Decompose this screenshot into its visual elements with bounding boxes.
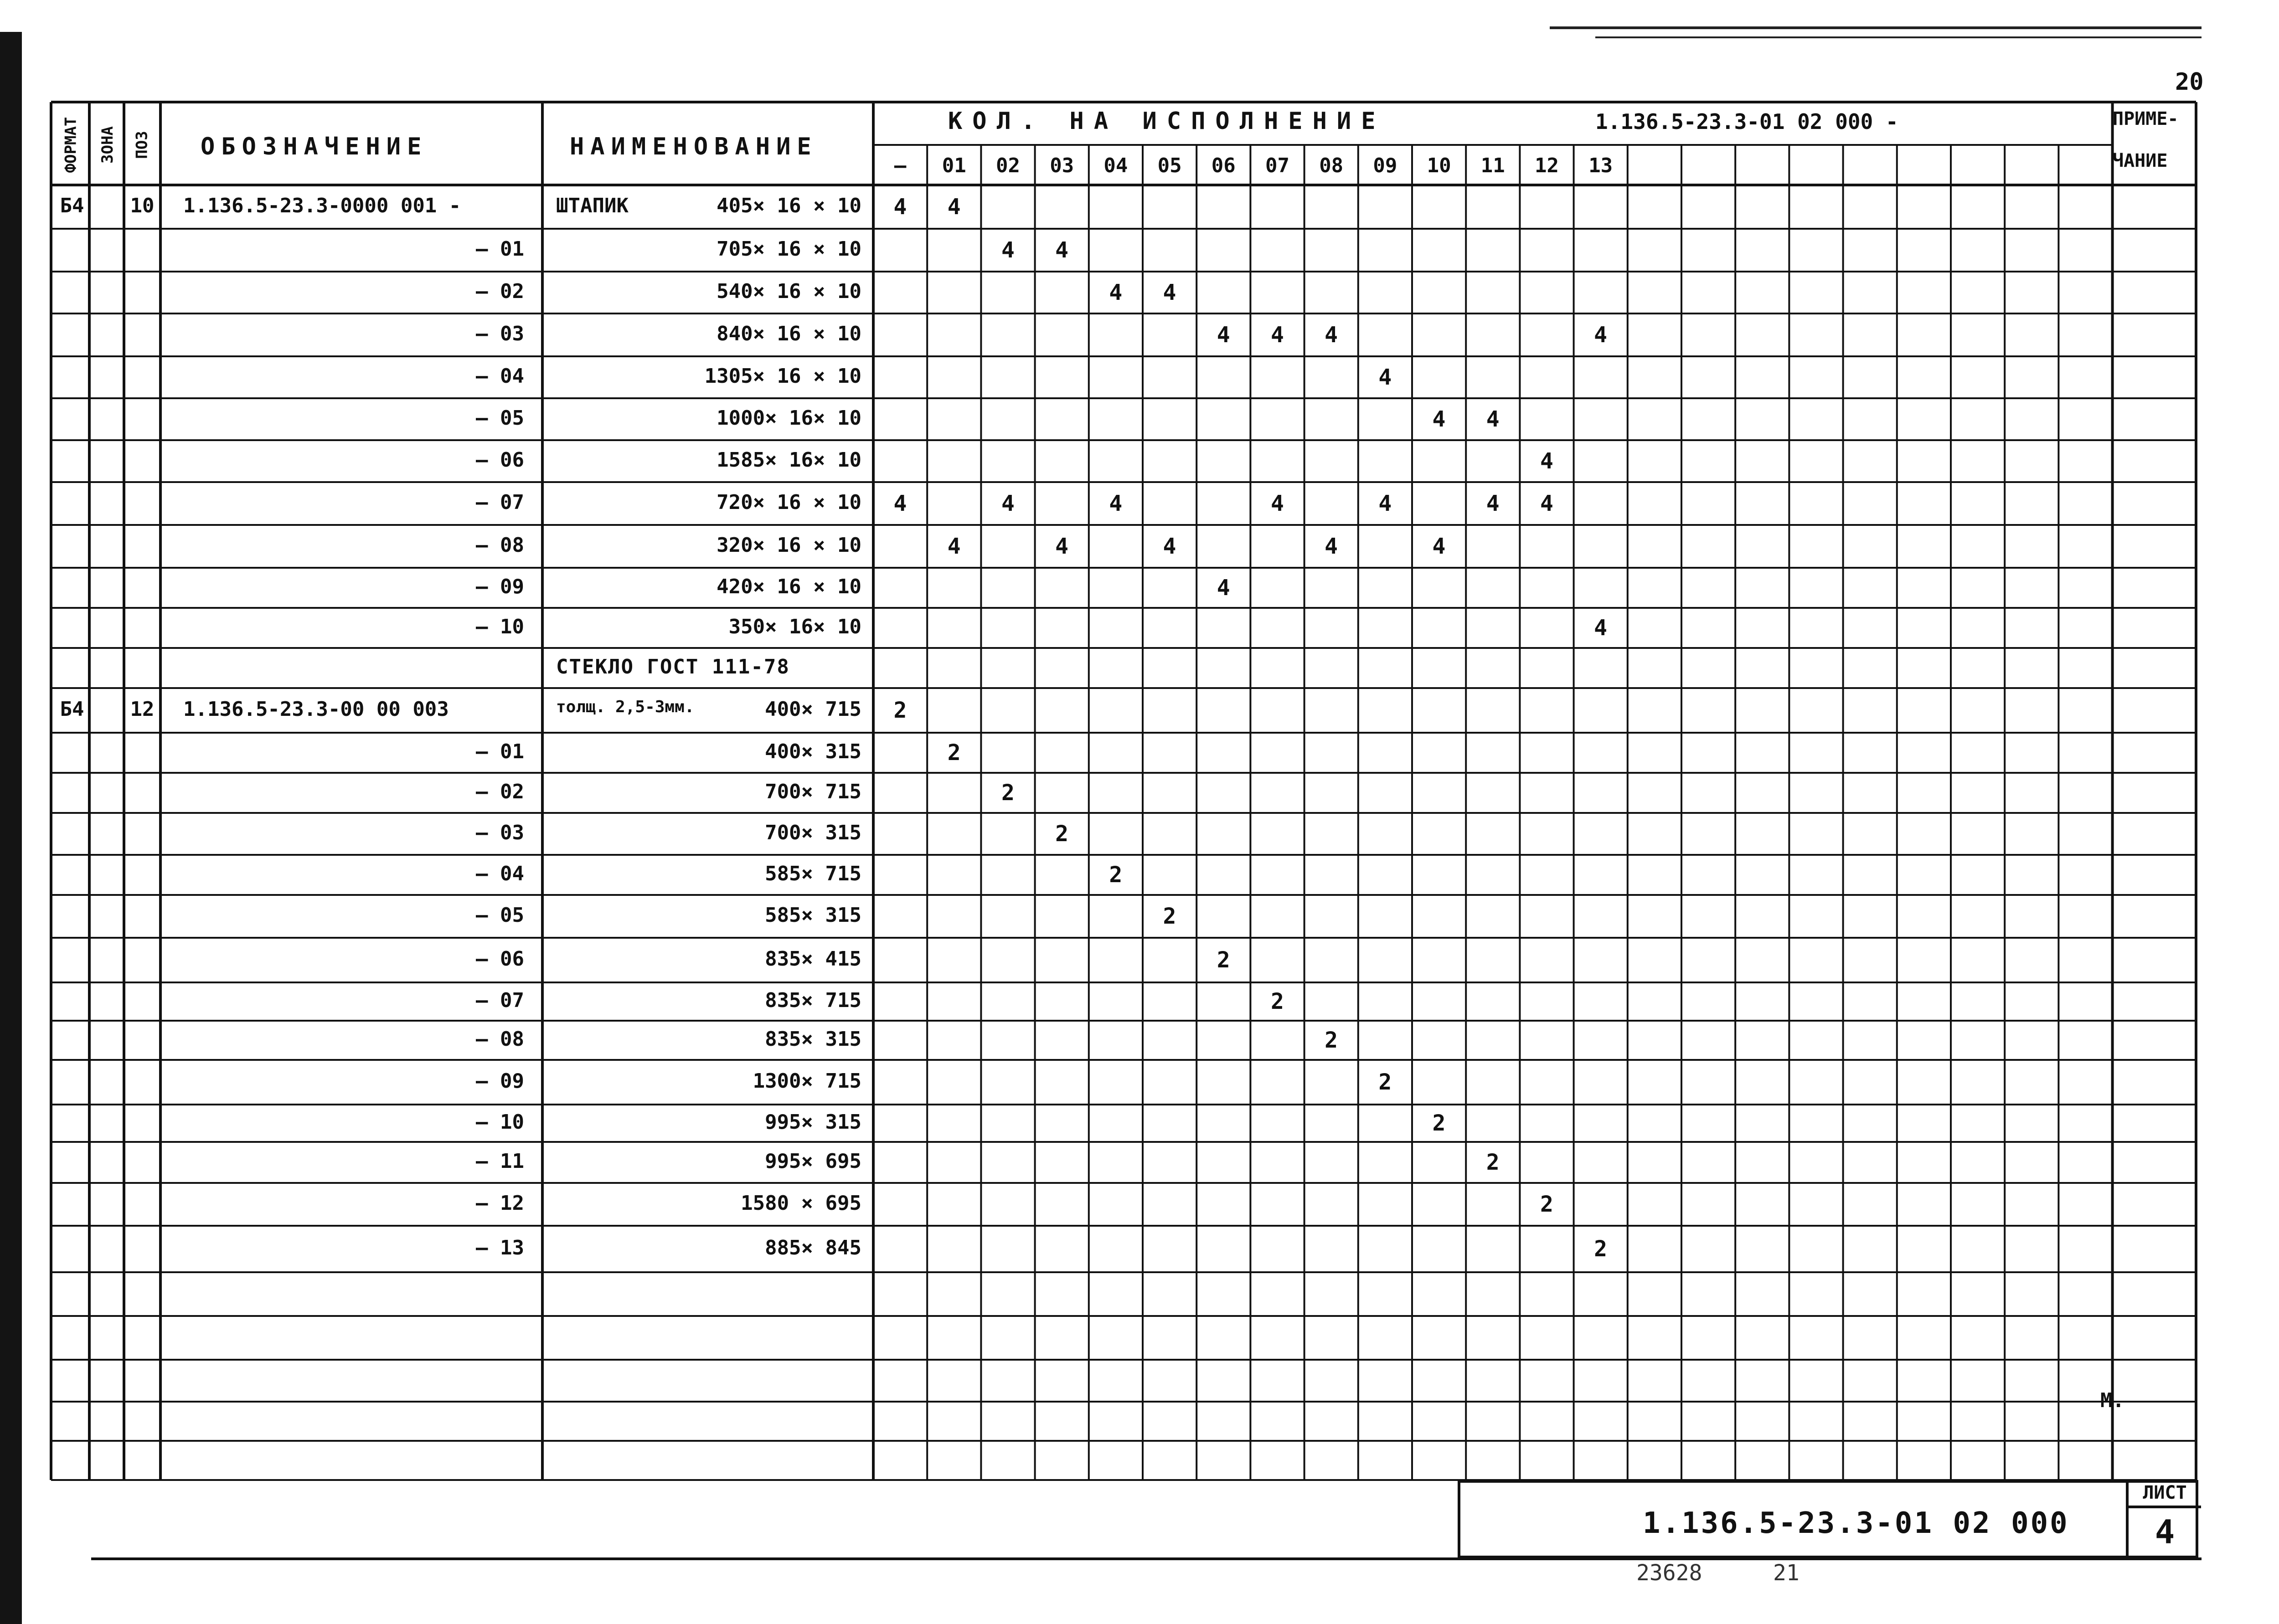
- sheet-number: 4: [2155, 1513, 2175, 1551]
- variant-column-header: 10: [1427, 154, 1451, 177]
- header-note-top: ПРИМЕ-: [2113, 108, 2179, 129]
- row-designation: — 03: [476, 821, 524, 844]
- row-designation: — 12: [476, 1192, 524, 1215]
- row-size: 835× 715: [765, 989, 861, 1012]
- header-zone: ЗОНА: [98, 126, 117, 164]
- qty-cell: 4: [1594, 322, 1608, 348]
- row-format: Б4: [60, 698, 84, 721]
- qty-cell: 4: [1486, 491, 1500, 516]
- variant-column-header: 09: [1373, 154, 1397, 177]
- qty-cell: 4: [893, 491, 907, 516]
- row-size: 400× 715: [765, 698, 861, 721]
- qty-cell: 4: [1270, 491, 1284, 516]
- row-format: Б4: [60, 194, 84, 217]
- variant-column-header: 06: [1211, 154, 1236, 177]
- row-size: 540× 16 × 10: [717, 280, 861, 303]
- qty-cell: 2: [1486, 1150, 1500, 1175]
- bottom-rule: [91, 1557, 2202, 1560]
- qty-cell: 2: [1540, 1192, 1553, 1217]
- qty-cell: 2: [893, 698, 907, 723]
- qty-cell: 2: [1378, 1069, 1392, 1095]
- row-pos: 12: [130, 698, 155, 721]
- footer-page: 21: [1773, 1560, 1799, 1586]
- qty-cell: 4: [1486, 406, 1500, 432]
- row-size: 840× 16 × 10: [717, 322, 861, 345]
- qty-cell: 2: [1217, 947, 1230, 973]
- qty-cell: 4: [1001, 491, 1015, 516]
- row-designation: — 07: [476, 491, 524, 514]
- row-designation: — 02: [476, 780, 524, 803]
- archive-number: 23628: [1636, 1560, 1702, 1586]
- qty-cell: 4: [1540, 491, 1553, 516]
- header-note-bottom: ЧАНИЕ: [2113, 150, 2168, 171]
- row-designation: — 06: [476, 448, 524, 472]
- sheet-label: ЛИСТ: [2129, 1480, 2201, 1508]
- qty-cell: 4: [1163, 280, 1176, 305]
- row-designation: — 01: [476, 740, 524, 763]
- qty-cell: 4: [947, 194, 961, 220]
- qty-cell: 4: [893, 194, 907, 220]
- qty-cell: 2: [1325, 1028, 1338, 1053]
- row-pos: 10: [130, 194, 155, 217]
- row-size: 585× 715: [765, 862, 861, 885]
- qty-cell: 4: [1217, 322, 1230, 348]
- row-designation: 1.136.5-23.3-00 00 003: [183, 698, 449, 721]
- qty-cell: 4: [1378, 365, 1392, 390]
- header-variant-designation: 1.136.5-23.3-01 02 000 -: [1595, 109, 1898, 134]
- row-size: 1305× 16 × 10: [704, 365, 861, 388]
- qty-cell: 4: [1432, 534, 1446, 559]
- header-name: НАИМЕНОВАНИЕ: [570, 133, 818, 160]
- header-qty-per-variant: КОЛ. НА ИСПОЛНЕНИЕ: [948, 108, 1386, 135]
- header-pos-cell: [124, 104, 160, 186]
- row-designation: — 06: [476, 947, 524, 971]
- row-name: СТЕКЛО ГОСТ 111-78: [556, 655, 790, 678]
- qty-cell: 2: [1270, 989, 1284, 1014]
- row-size: 1580 × 695: [741, 1192, 861, 1215]
- qty-cell: 4: [1325, 322, 1338, 348]
- page-number: 20: [2175, 68, 2204, 96]
- row-designation: — 05: [476, 904, 524, 927]
- variant-column-header: 02: [995, 154, 1020, 177]
- variant-column-header: —: [894, 154, 907, 177]
- row-name: ШТАПИК: [556, 194, 629, 217]
- row-designation: — 08: [476, 534, 524, 557]
- row-designation: — 04: [476, 862, 524, 885]
- row-size: 835× 415: [765, 947, 861, 971]
- variant-column-header: 13: [1588, 154, 1613, 177]
- row-size: 720× 16 × 10: [717, 491, 861, 514]
- row-designation: — 03: [476, 322, 524, 345]
- row-designation: — 07: [476, 989, 524, 1012]
- qty-cell: 2: [1432, 1110, 1446, 1136]
- qty-cell: 4: [1378, 491, 1392, 516]
- variant-column-header: 07: [1265, 154, 1289, 177]
- row-size: 705× 16 × 10: [717, 237, 861, 261]
- qty-cell: 4: [1163, 534, 1176, 559]
- qty-cell: 4: [1109, 491, 1123, 516]
- row-designation: — 10: [476, 615, 524, 638]
- row-size: 1300× 715: [753, 1069, 861, 1093]
- header-zone-cell: [89, 104, 126, 186]
- row-designation: — 09: [476, 1069, 524, 1093]
- qty-cell: 2: [1055, 821, 1069, 847]
- note-mark: М.: [2100, 1389, 2124, 1412]
- row-designation: — 10: [476, 1110, 524, 1134]
- qty-cell: 2: [947, 740, 961, 766]
- row-designation: — 13: [476, 1236, 524, 1259]
- qty-cell: 4: [1594, 615, 1608, 641]
- qty-cell: 4: [1540, 448, 1553, 474]
- qty-cell: 4: [947, 534, 961, 559]
- qty-cell: 2: [1109, 862, 1123, 888]
- qty-cell: 2: [1594, 1236, 1608, 1262]
- header-designation: ОБОЗНАЧЕНИЕ: [201, 133, 428, 160]
- row-name: толщ. 2,5-3мм.: [556, 698, 695, 716]
- row-size: 700× 715: [765, 780, 861, 803]
- qty-cell: 4: [1055, 534, 1069, 559]
- variant-column-header: 04: [1103, 154, 1128, 177]
- title-block: [1458, 1480, 2198, 1558]
- row-size: 350× 16× 10: [728, 615, 861, 638]
- qty-cell: 4: [1109, 280, 1123, 305]
- row-size: 995× 315: [765, 1110, 861, 1134]
- qty-cell: 4: [1325, 534, 1338, 559]
- row-size: 835× 315: [765, 1028, 861, 1051]
- row-size: 585× 315: [765, 904, 861, 927]
- row-designation: — 09: [476, 575, 524, 598]
- header-format-cell: [50, 104, 91, 186]
- qty-cell: 4: [1217, 575, 1230, 601]
- variant-column-header: 11: [1480, 154, 1505, 177]
- sheet-box: [2126, 1480, 2201, 1558]
- qty-cell: 4: [1270, 322, 1284, 348]
- row-designation: — 04: [476, 365, 524, 388]
- qty-cell: 4: [1432, 406, 1446, 432]
- qty-cell: 2: [1163, 904, 1176, 929]
- row-size: 420× 16 × 10: [717, 575, 861, 598]
- row-size: 405× 16 × 10: [717, 194, 861, 217]
- header-pos: ПОЗ: [133, 131, 151, 159]
- qty-cell: 2: [1001, 780, 1015, 806]
- variant-column-header: 01: [942, 154, 966, 177]
- qty-cell: 4: [1001, 237, 1015, 263]
- row-size: 1000× 16× 10: [717, 406, 861, 430]
- row-size: 885× 845: [765, 1236, 861, 1259]
- row-size: 1585× 16× 10: [717, 448, 861, 472]
- row-size: 320× 16 × 10: [717, 534, 861, 557]
- row-size: 995× 695: [765, 1150, 861, 1173]
- row-designation: — 11: [476, 1150, 524, 1173]
- row-designation: — 08: [476, 1028, 524, 1051]
- row-size: 700× 315: [765, 821, 861, 844]
- variant-column-header: 08: [1319, 154, 1344, 177]
- row-designation: — 05: [476, 406, 524, 430]
- variant-column-header: 03: [1050, 154, 1074, 177]
- row-designation: — 02: [476, 280, 524, 303]
- qty-cell: 4: [1055, 237, 1069, 263]
- variant-column-header: 05: [1157, 154, 1182, 177]
- row-designation: — 01: [476, 237, 524, 261]
- row-designation: 1.136.5-23.3-0000 001 -: [183, 194, 461, 217]
- document-number: 1.136.5-23.3-01 02 000: [1643, 1506, 2069, 1540]
- row-size: 400× 315: [765, 740, 861, 763]
- variant-column-header: 12: [1534, 154, 1559, 177]
- header-format: ФОРМАТ: [62, 117, 80, 173]
